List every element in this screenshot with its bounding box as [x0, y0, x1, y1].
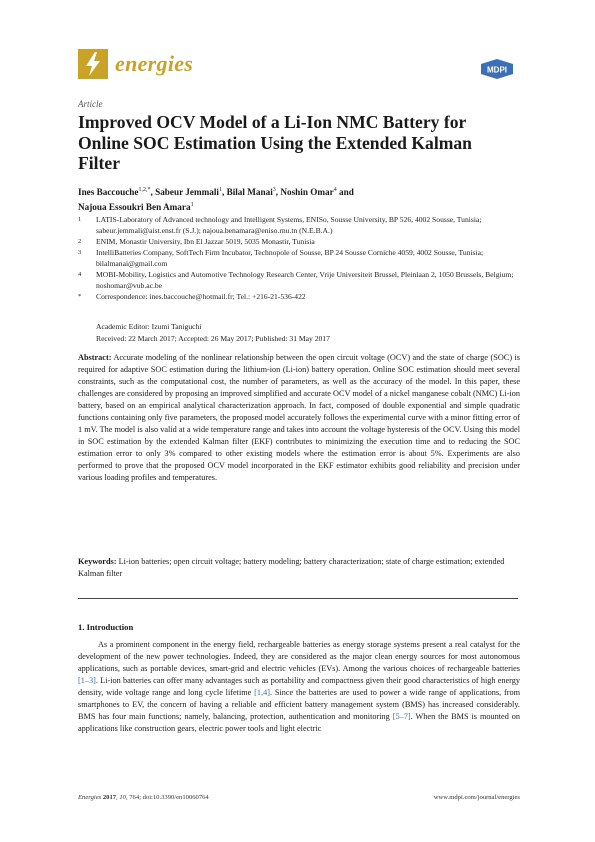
abstract — [78, 352, 520, 483]
affiliation-number: 1 — [78, 216, 82, 223]
author-list: Ines Baccouche$^{1,2,*}$, Sabeur Jemmali$^1$, Bilal Manai$^3$, Noshin Omar$^4$ and Najoua Essoukri Ben Amara$^1$ — [78, 187, 354, 213]
citation-footer: Energies 2017, 10, 764; doi:10.3390/en10060764 — [78, 794, 209, 801]
journal-name: energies — [115, 51, 194, 76]
mdpi-logo — [479, 58, 515, 80]
affiliation-number: 4 — [78, 271, 82, 278]
academic-editor: Academic Editor: Izumi Taniguchi — [96, 322, 202, 331]
author-name: Najoua Essoukri Ben Amara — [78, 202, 191, 213]
affiliations — [78, 214, 520, 302]
lightning-bolt-icon — [78, 49, 108, 79]
author-affil-sup: 4 — [333, 187, 337, 193]
affiliation-item — [78, 236, 520, 247]
abstract-label: Abstract: — [78, 353, 112, 362]
introduction-body — [78, 639, 520, 735]
affiliation-text: LATIS-Laboratory of Advanced technology and Intelligent Systems, ENISo, Sousse University, BP 526, 4002 Sousse, Tunisia; sabeur.jemmali@aist.enst.fr (S.J.); najoua.benamara@eniso.rnu.tn (N.E.B.A.) — [96, 215, 482, 235]
body-text-segment: . Since the batteries are used to power a wide range of applications, from smartphones to EV, the concern of having a reliable and efficient battery management system (BMS) has increased considerably. BMS has four main functions; namely, balancing, protection, authentication and monitoring — [78, 688, 521, 722]
journal-url[interactable]: www.mdpi.com/journal/energies — [433, 794, 520, 801]
keywords-label: Keywords: — [78, 557, 117, 566]
affiliation-text: MOBI-Mobility, Logistics and Automotive Technology Research Center, Vrije Universiteit Brussel, Pleinlaan 2, 1050 Brussels, Belgium; noshomar@vub.ac.be — [96, 270, 514, 290]
publication-dates: Received: 22 March 2017; Accepted: 26 May 2017; Published: 31 May 2017 — [96, 334, 330, 343]
author-name: Sabeur Jemmali — [155, 187, 219, 198]
article-type: Article — [78, 99, 103, 109]
author-affil-sup: 1 — [190, 202, 194, 209]
correspondence-item — [78, 291, 520, 302]
affiliation-item — [78, 269, 520, 291]
affiliation-item — [78, 214, 520, 236]
correspondence-text: Correspondence: ines.baccouche@hotmail.fr; Tel.: +216-21-536-422 — [96, 292, 306, 301]
citation-link[interactable]: [5–7] — [392, 712, 411, 722]
affiliation-item — [78, 247, 520, 269]
journal-logo — [78, 49, 108, 79]
body-text-segment: . When the BMS is mounted on applications like construction gears, electric power tools and light electric — [78, 712, 521, 734]
author-affil-sup: 1 — [218, 187, 222, 193]
footer-year: 2017 — [102, 794, 117, 801]
footer-doi: , 764; doi:10.3390/en10060764 — [125, 794, 209, 801]
author-name: Noshin Omar — [280, 187, 334, 198]
author-name: Ines Baccouche — [78, 187, 139, 198]
affiliation-text: ENIM, Monastir University, Ibn El Jazzar 5019, 5035 Monastir, Tunisia — [96, 237, 315, 246]
section-heading: 1. Introduction — [78, 622, 134, 632]
affiliation-text: IntelliBatteries Company, SoftTech Firm Incubator, Technopole of Sousse, BP 24 Sousse Corniche 4059, 4002 Sousse, Tunisia; bilalmanai@gmail.com — [96, 248, 484, 268]
paper-title: Improved OCV Model of a Li-Ion NMC Battery for Online SOC Estimation Using the Extended Kalman Filter — [78, 112, 472, 173]
author-affil-sup: 1,2,* — [138, 187, 151, 193]
abstract-text: Accurate modeling of the nonlinear relationship between the open circuit voltage (OCV) and the state of charge (SOC) is required for adaptive SOC estimation during the lithium-ion (Li-ion) battery operation. Online SOC estimation should meet several constraints, such as the computational cost, the number of parameters, as well as the accuracy of the model. In this paper, these challenges are considered by proposing an improved simplified and accurate OCV model of a nickel manganese cobalt (NMC) Li-ion battery, based on an empirical analytical characterization approach. In fact, composed of double exponential and simple quadratic functions containing only five parameters, the proposed model accurately follows the experimental curve with a minor fitting error of 1 mV. The model is also valid at a wide temperature range and takes into account the voltage hysteresis of the OCV. Using this model in SOC estimation by the extended Kalman filter (EKF) contributes to minimizing the execution time and to reducing the SOC estimation error to only 3% compared to other existing models where the estimation error is about 5%. Experiments are also performed to prove that the proposed OCV model incorporated in the EKF estimator exhibits good reliability and precision under various loading profiles and temperatures. — [78, 353, 521, 482]
affiliation-number: 3 — [78, 249, 82, 256]
footer-volume: 10 — [119, 794, 126, 801]
footer-journal: Energies — [78, 794, 102, 801]
body-text-segment: . Li-ion batteries can offer many advantages such as portability and compactness given their good characteristics of high energy density, wide voltage range and long cycle lifetime — [78, 676, 520, 698]
affiliation-number: 2 — [78, 238, 82, 245]
keywords — [78, 556, 520, 580]
introduction-paragraph — [78, 639, 520, 735]
affiliation-number: * — [78, 293, 82, 300]
author-affil-sup: 3 — [272, 187, 276, 193]
section-divider — [78, 598, 518, 599]
mdpi-logo-text: MDPI — [487, 65, 507, 75]
citation-link[interactable]: [1,4] — [254, 688, 270, 698]
keywords-text: Li-ion batteries; open circuit voltage; battery modeling; battery characterization; state of charge estimation; extended Kalman filter — [78, 557, 505, 578]
citation-link[interactable]: [1–3] — [78, 676, 96, 686]
body-text-segment: As a prominent component in the energy field, rechargeable batteries as energy storage systems present a real catalyst for the development of the new power technologies. Indeed, they are considered as the major clean energy sources for most autonomous applications, such as portable devices, smart-grid and electric vehicles (EVs). Among the various choices of rechargeable batteries — [78, 640, 520, 674]
author-name: Bilal Manai — [226, 187, 273, 198]
